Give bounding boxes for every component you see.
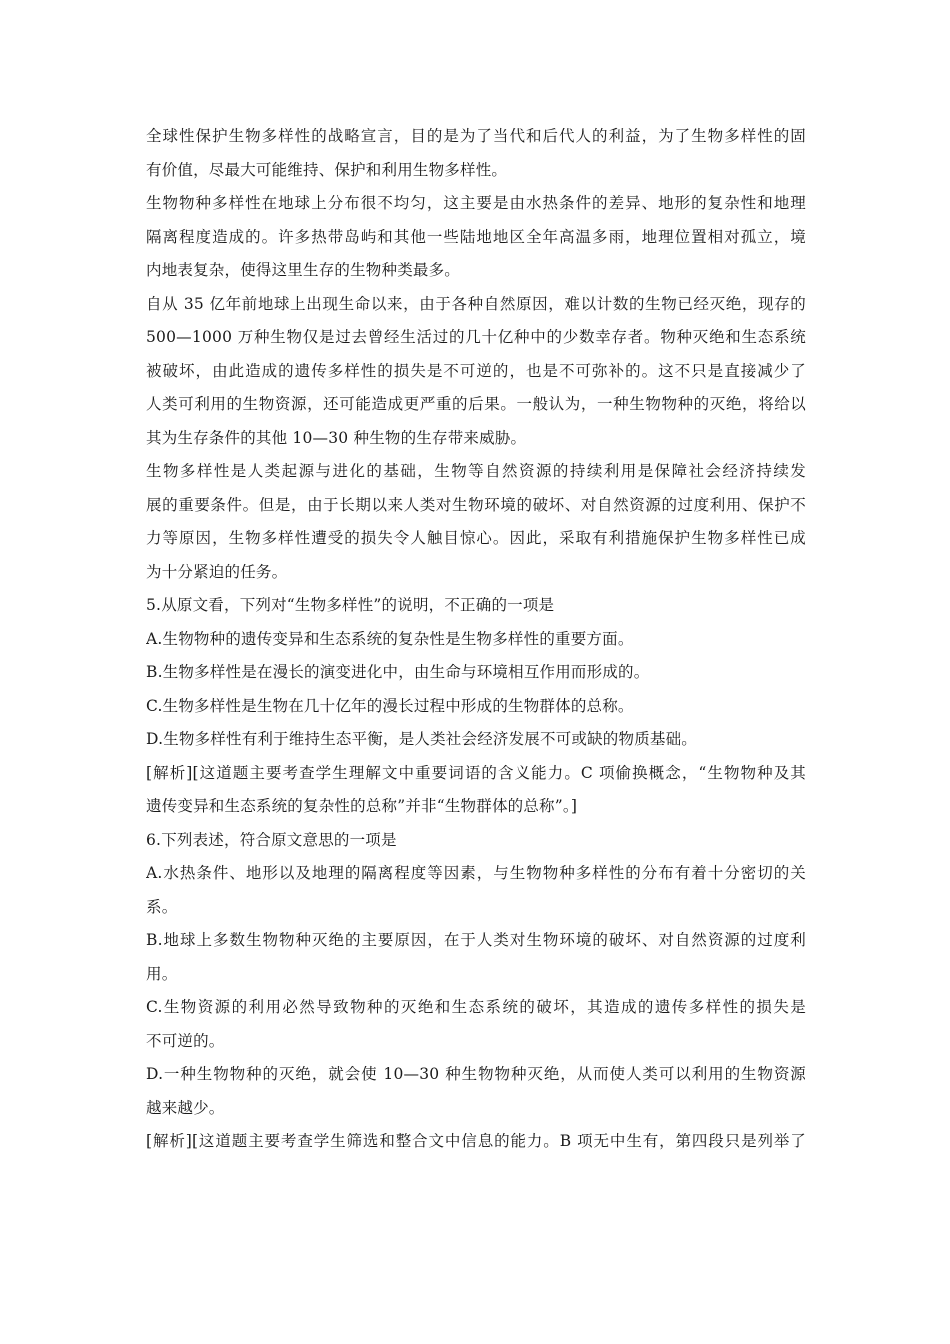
text-line: 系。 <box>146 897 178 916</box>
text-line: C.生物多样性是生物在几十亿年的漫长过程中形成的生物群体的总称。 <box>146 696 634 715</box>
document-body <box>146 120 806 1159</box>
text-line: [解析][这道题主要考查学生理解文中重要词语的含义能力。C 项偷换概念，“生物物种及其 <box>146 763 806 782</box>
text-line: D.生物多样性有利于维持生态平衡，是人类社会经济发展不可或缺的物质基础。 <box>146 730 698 748</box>
text-line: 隔离程度造成的。许多热带岛屿和其他一些陆地地区全年高温多雨，地理位置相对孤立，境 <box>146 227 806 246</box>
text-line: 用。 <box>146 964 178 983</box>
text-line: B.地球上多数生物物种灭绝的主要原因，在于人类对生物环境的破坏、对自然资源的过度利 <box>146 931 806 949</box>
text-line: 越来越少。 <box>146 1098 225 1117</box>
text-line: 力等原因，生物多样性遭受的损失令人触目惊心。因此，采取有利措施保护生物多样性已成 <box>146 529 806 547</box>
text-line: 6.下列表述，符合原文意思的一项是 <box>146 830 397 849</box>
text-line: 500—1000 万种生物仅是过去曾经生活过的几十亿种中的少数幸存者。物种灭绝和生态系统 <box>146 328 806 346</box>
text-line: 展的重要条件。但是，由于长期以来人类对生物环境的破坏、对自然资源的过度利用、保护不 <box>146 495 806 514</box>
text-line: A.水热条件、地形以及地理的隔离程度等因素，与生物物种多样性的分布有着十分密切的关 <box>146 864 806 882</box>
text-line: 5.从原文看，下列对“生物多样性”的说明，不正确的一项是 <box>146 596 555 614</box>
text-line: 为十分紧迫的任务。 <box>146 562 288 581</box>
text-line: 人类可利用的生物资源，还可能造成更严重的后果。一般认为，一种生物物种的灭绝，将给以 <box>146 395 806 413</box>
text-line: B.生物多样性是在漫长的演变进化中，由生命与环境相互作用而形成的。 <box>146 663 650 681</box>
text-line: 其为生存条件的其他 10—30 种生物的生存带来威胁。 <box>146 428 527 447</box>
text-line: 遗传变异和生态系统的复杂性的总称”并非“生物群体的总称”。] <box>146 797 578 815</box>
text-line: 内地表复杂，使得这里生存的生物种类最多。 <box>146 261 461 279</box>
text-line: [解析][这道题主要考查学生筛选和整合文中信息的能力。B 项无中生有，第四段只是列举了 <box>146 1132 806 1150</box>
text-line: 生物物种多样性在地球上分布很不均匀，这主要是由水热条件的差异、地形的复杂性和地理 <box>146 194 806 212</box>
text-line: D.一种生物物种的灭绝，就会使 10—30 种生物物种灭绝，从而使人类可以利用的生物资源 <box>146 1065 806 1083</box>
text-line: C.生物资源的利用必然导致物种的灭绝和生态系统的破坏，其造成的遗传多样性的损失是 <box>146 998 806 1016</box>
text-line: 生物多样性是人类起源与进化的基础，生物等自然资源的持续利用是保障社会经济持续发 <box>146 462 806 480</box>
text-line: 有价值，尽最大可能维持、保护和利用生物多样性。 <box>146 160 508 179</box>
text-line: A.生物物种的遗传变异和生态系统的复杂性是生物多样性的重要方面。 <box>146 629 634 648</box>
text-line: 全球性保护生物多样性的战略宣言，目的是为了当代和后代人的利益，为了生物多样性的固 <box>146 127 806 145</box>
text-line: 自从 35 亿年前地球上出现生命以来，由于各种自然原因，难以计数的生物已经灭绝，现存的 <box>146 294 806 313</box>
text-line: 不可逆的。 <box>146 1031 225 1050</box>
text-line: 被破坏，由此造成的遗传多样性的损失是不可逆的，也是不可弥补的。这不只是直接减少了 <box>146 361 806 380</box>
